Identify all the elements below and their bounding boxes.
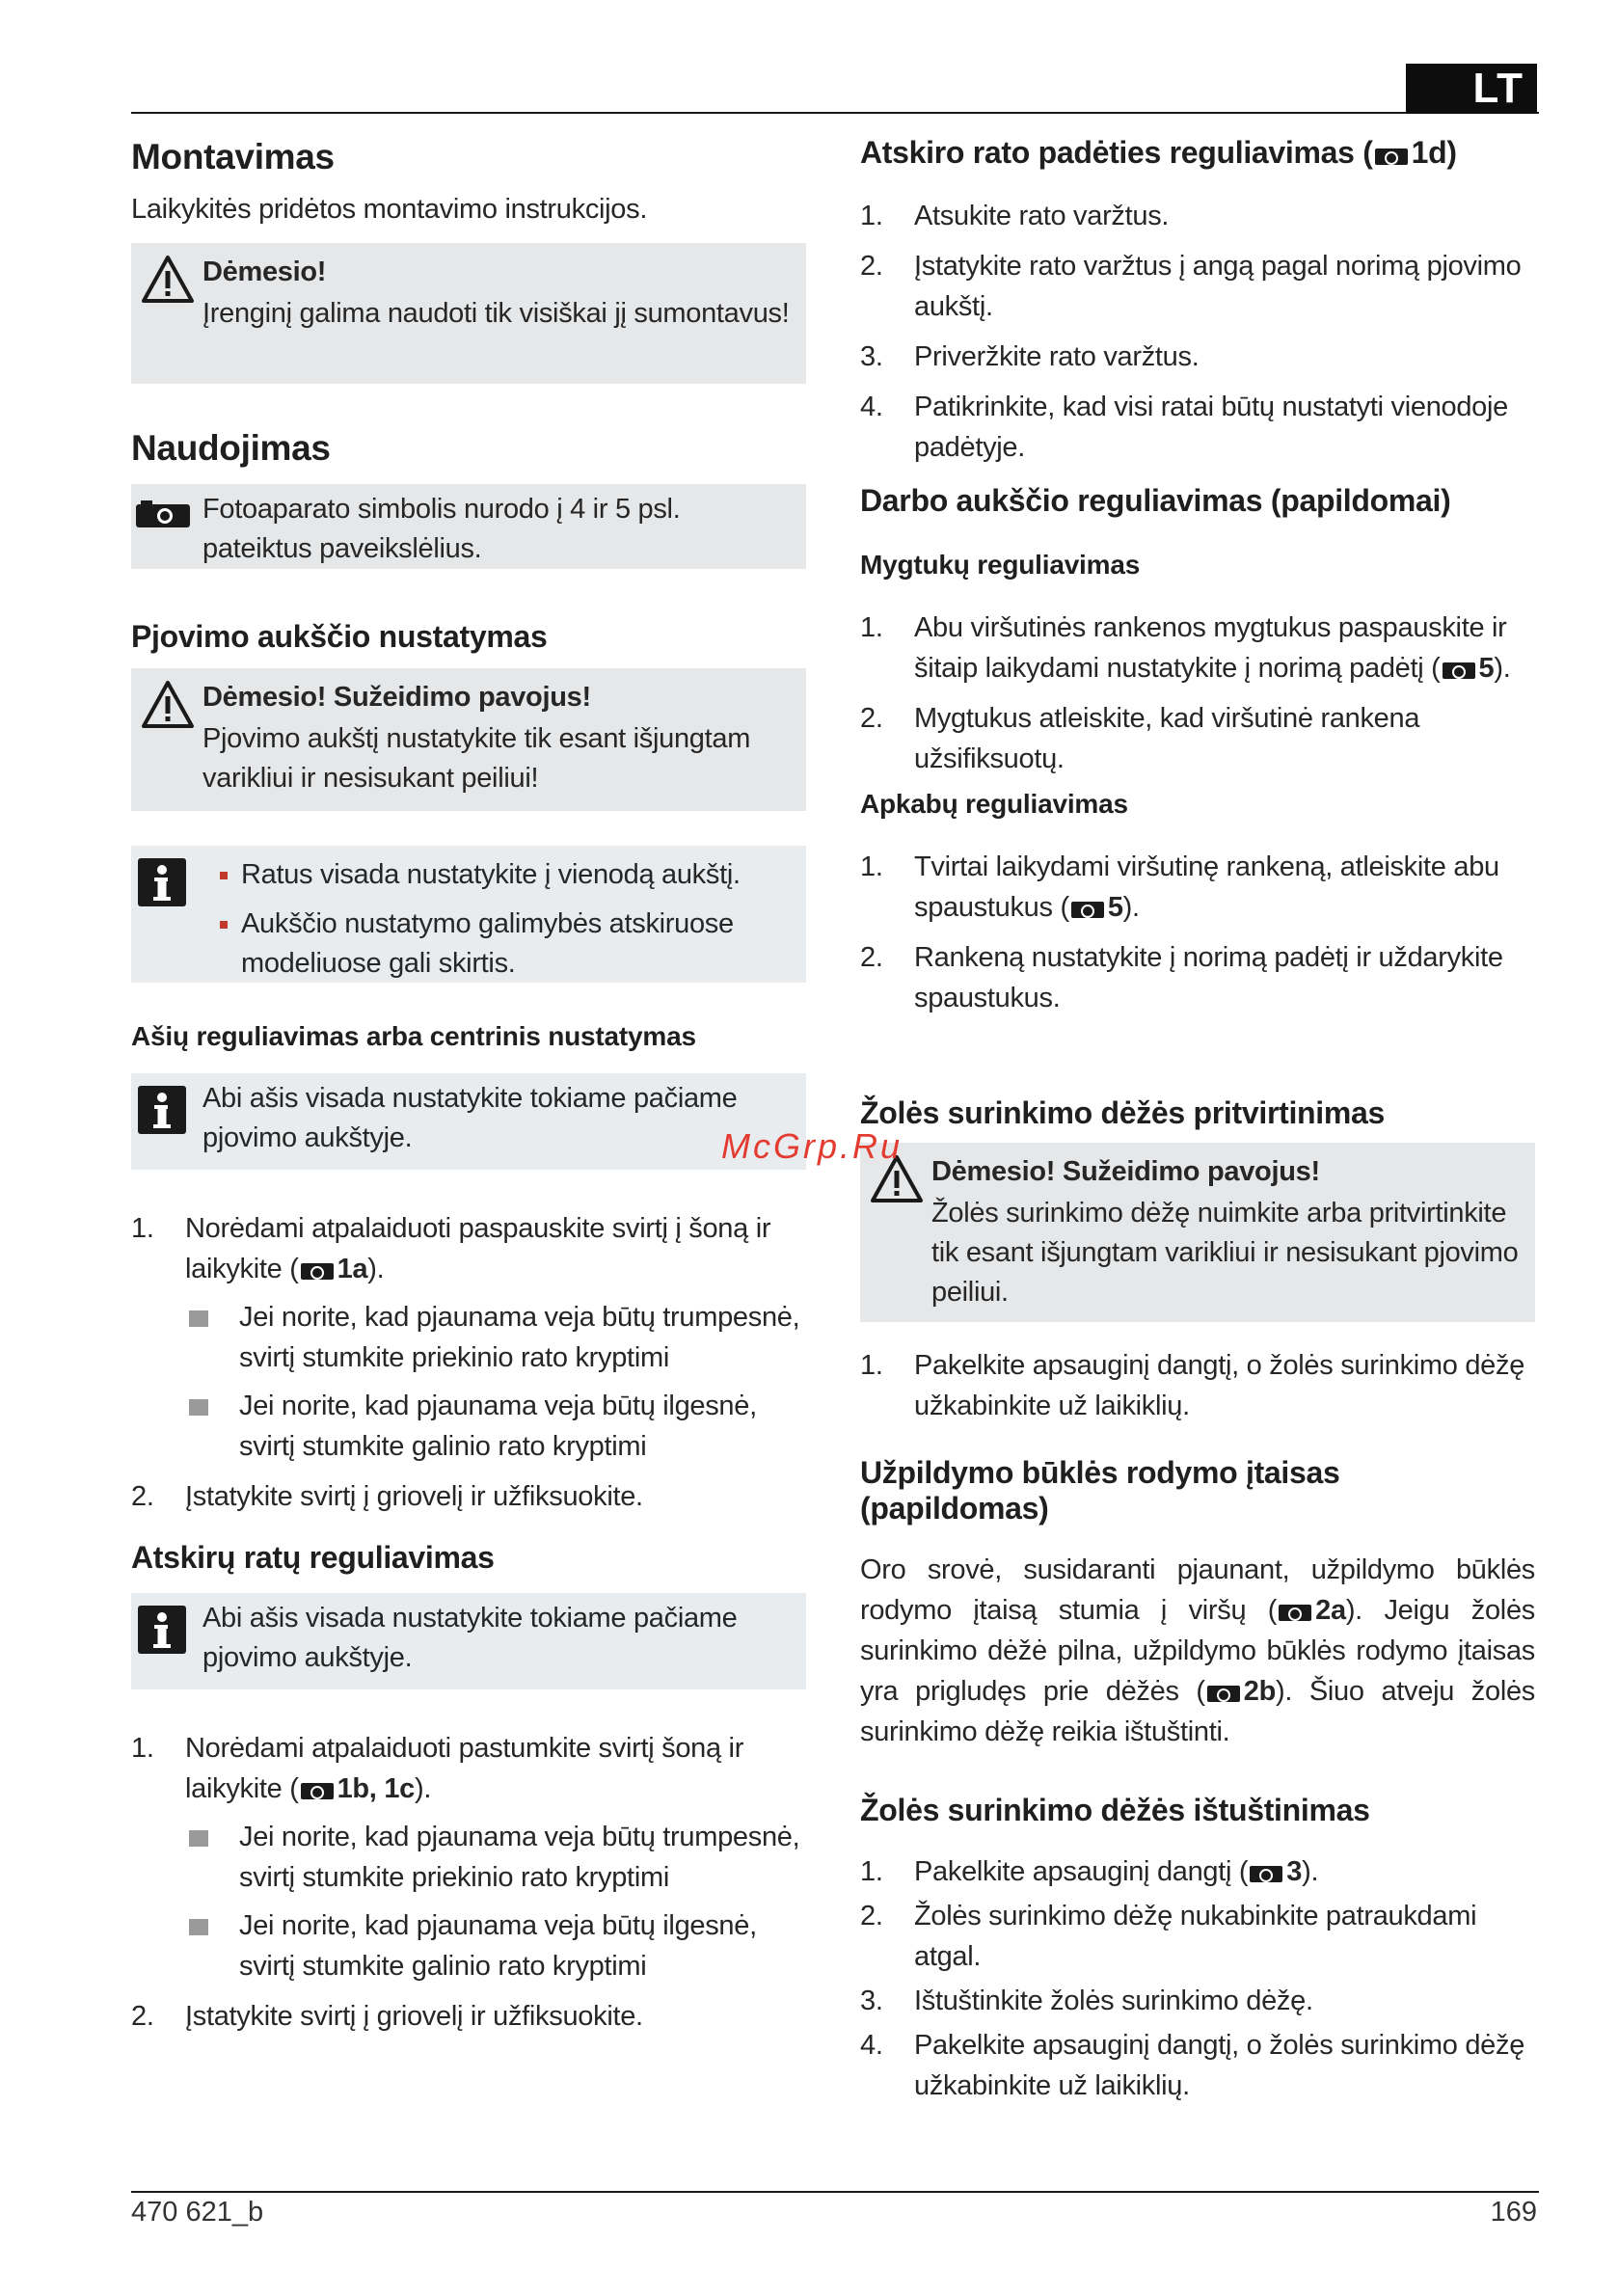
list-item: 3. Ištuštinkite žolės surinkimo dėžę. <box>860 1985 1313 2016</box>
footer-rule <box>131 2191 1539 2193</box>
pjovimo-warning-box <box>131 668 806 811</box>
warning-title: Dėmesio! Sužeidimo pavojus! <box>202 682 591 713</box>
camera-icon <box>1443 660 1475 679</box>
mygtuku-heading: Mygtukų reguliavimas <box>860 550 1141 580</box>
camera-icon <box>1375 146 1408 165</box>
header-rule <box>131 112 1539 114</box>
list-item: 2. Mygtukus atleiskite, kad viršutinė rankena užsifiksuotų. <box>860 703 1420 774</box>
warning-icon <box>141 680 195 742</box>
camera-icon <box>301 1260 334 1280</box>
right-column <box>860 131 1535 2116</box>
istustinimas-heading: Žolės surinkimo dėžės ištuštinimas <box>860 1793 1370 1827</box>
list-item: 4. Pakelkite apsauginį dangtį, o žolės surinkimo dėžę užkabinkite už laikiklių. <box>860 2030 1525 2101</box>
pjovimo-info-box <box>131 846 806 983</box>
asiu-heading: Ašių reguliavimas arba centrinis nustatymas <box>131 1021 696 1051</box>
language-tab <box>1406 64 1537 114</box>
montavimas-warning-box <box>131 243 806 384</box>
list-item: 1. Pakelkite apsauginį dangtį ( 3). <box>860 1856 1319 1887</box>
camera-icon <box>135 500 191 540</box>
camera-icon <box>1071 899 1104 918</box>
atskiru-heading: Atskirų ratų reguliavimas <box>131 1540 495 1575</box>
list-item: 2. Įstatykite rato varžtus į angą pagal norimą pjovimo aukštį. <box>860 251 1522 322</box>
list-item: 4. Patikrinkite, kad visi ratai būtų nustatyti vienodoje padėtyje. <box>860 392 1508 463</box>
uzpildymo-text: Oro srovė, susidaranti pjaunant, užpildymo būklės rodymo įtaisą stumia į viršų ( 2a). Jeigu žolės surinkimo dėžė pilna, užpildymo būklės rodymo įtaisas yra prigludęs prie dėžės ( 2b). Šiuo atveju žolės surinkimo dėžę reikia ištuštinti. <box>860 1554 1535 1747</box>
uzpildymo-heading: Užpildymo būklės rodymo įtaisas (papildomas) <box>860 1455 1340 1526</box>
warning-title: Dėmesio! Sužeidimo pavojus! <box>931 1156 1320 1187</box>
naudojimas-heading: Naudojimas <box>131 428 331 468</box>
info-bullet: Ratus visada nustatykite į vienodą aukštį. <box>218 855 793 895</box>
sub-item: Jei norite, kad pjaunama veja būtų trumpesnė, svirtį stumkite priekinio rato kryptimi <box>185 1817 806 1898</box>
info-icon <box>137 1085 187 1147</box>
warning-text: Žolės surinkimo dėžę nuimkite arba pritvirtinkite tik esant išjungtam varikliui ir nesisukant pjovimo peiliui. <box>931 1198 1519 1308</box>
watermark: McGrp.Ru <box>721 1126 903 1166</box>
list-item: 1. Tvirtai laikydami viršutinę rankeną, atleiskite abu spaustukus ( 5). <box>860 851 1499 923</box>
left-column <box>131 131 806 2046</box>
camera-icon <box>301 1780 334 1799</box>
info-text: Abi ašis visada nustatykite tokiame pačiame pjovimo aukštyje. <box>202 1083 738 1153</box>
list-item: 1. Atsukite rato varžtus. <box>860 201 1170 231</box>
camera-icon <box>1207 1683 1240 1702</box>
asiu-steps <box>131 1208 806 1517</box>
list-item: 3. Priveržkite rato varžtus. <box>860 341 1200 372</box>
warning-icon <box>141 255 195 316</box>
list-item: 1. Norėdami atpalaiduoti paspauskite svirtį į šoną ir laikykite ( 1a). Jei norite, kad pjaunama veja būtų trumpesnė, svirtį stumkite priekinio rato kryptimi Jei norite, kad pjaunama veja būtų ilgesnė, svirtį stumkite galinio rato kryptimi <box>131 1208 806 1467</box>
atskiro-steps <box>860 196 1535 468</box>
info-text: Abi ašis visada nustatykite tokiame pačiame pjovimo aukštyje. <box>202 1603 738 1673</box>
mygtuku-steps <box>860 608 1535 779</box>
document-code: 470 621_b <box>131 2197 264 2228</box>
language-code: LT <box>1472 65 1524 112</box>
istustinimas-steps <box>860 1851 1535 2106</box>
asiu-info-box <box>131 1073 806 1170</box>
camera-icon <box>1279 1602 1311 1621</box>
list-item: 2. Rankeną nustatykite į norimą padėtį ir uždarykite spaustukus. <box>860 942 1503 1013</box>
warning-title: Dėmesio! <box>202 257 327 287</box>
zoles-pritvirtinimas-heading: Žolės surinkimo dėžės pritvirtinimas <box>860 1095 1386 1130</box>
camera-note-box <box>131 484 806 569</box>
sub-item: Jei norite, kad pjaunama veja būtų ilgesnė, svirtį stumkite galinio rato kryptimi <box>185 1905 806 1986</box>
atskiru-steps <box>131 1728 806 2037</box>
list-item: 2. Įstatykite svirtį į griovelį ir užfiksuokite. <box>131 2001 643 2032</box>
darbo-heading: Darbo aukščio reguliavimas (papildomai) <box>860 483 1451 518</box>
zoles-warning-box <box>860 1143 1535 1322</box>
camera-icon <box>1250 1863 1282 1882</box>
apkabu-heading: Apkabų reguliavimas <box>860 789 1128 819</box>
warning-text: Įrenginį galima naudoti tik visiškai jį sumontavus! <box>202 298 790 329</box>
page-number: 169 <box>1490 2197 1537 2228</box>
info-icon <box>137 857 187 919</box>
montavimas-heading: Montavimas <box>131 137 335 176</box>
atskiru-info-box <box>131 1593 806 1689</box>
apkabu-steps <box>860 847 1535 1018</box>
camera-note-text: Fotoaparato simbolis nurodo į 4 ir 5 psl. pateiktus paveikslėlius. <box>202 494 681 564</box>
list-item: 1. Abu viršutinės rankenos mygtukus paspauskite ir šitaip laikydami nustatykite į norimą padėtį ( 5). <box>860 612 1511 684</box>
montavimas-intro: Laikykitės pridėtos montavimo instrukcijos. <box>131 194 648 225</box>
list-item: 1. Norėdami atpalaiduoti pastumkite svirtį šoną ir laikykite ( 1b, 1c). Jei norite, kad pjaunama veja būtų trumpesnė, svirtį stumkite priekinio rato kryptimi Jei norite, kad pjaunama veja būtų ilgesnė, svirtį stumkite galinio rato kryptimi <box>131 1728 806 1986</box>
warning-text: Pjovimo aukštį nustatykite tik esant išjungtam varikliui ir nesisukant peiliui! <box>202 723 751 794</box>
list-item: 1. Pakelkite apsauginį dangtį, o žolės surinkimo dėžę užkabinkite už laikiklių. <box>860 1350 1525 1421</box>
list-item: 2. Žolės surinkimo dėžę nukabinkite patraukdami atgal. <box>860 1901 1477 1972</box>
sub-item: Jei norite, kad pjaunama veja būtų trumpesnė, svirtį stumkite priekinio rato kryptimi <box>185 1297 806 1378</box>
sub-item: Jei norite, kad pjaunama veja būtų ilgesnė, svirtį stumkite galinio rato kryptimi <box>185 1386 806 1467</box>
pjovimo-heading: Pjovimo aukščio nustatymas <box>131 619 548 654</box>
info-icon <box>137 1605 187 1666</box>
info-bullet: Aukščio nustatymo galimybės atskiruose modeliuose gali skirtis. <box>218 905 793 984</box>
list-item: 2. Įstatykite svirtį į griovelį ir užfiksuokite. <box>131 1481 643 1512</box>
atskiro-heading: Atskiro rato padėties reguliavimas ( 1d) <box>860 135 1457 170</box>
zoles-pritvirtinimas-steps <box>860 1345 1535 1426</box>
